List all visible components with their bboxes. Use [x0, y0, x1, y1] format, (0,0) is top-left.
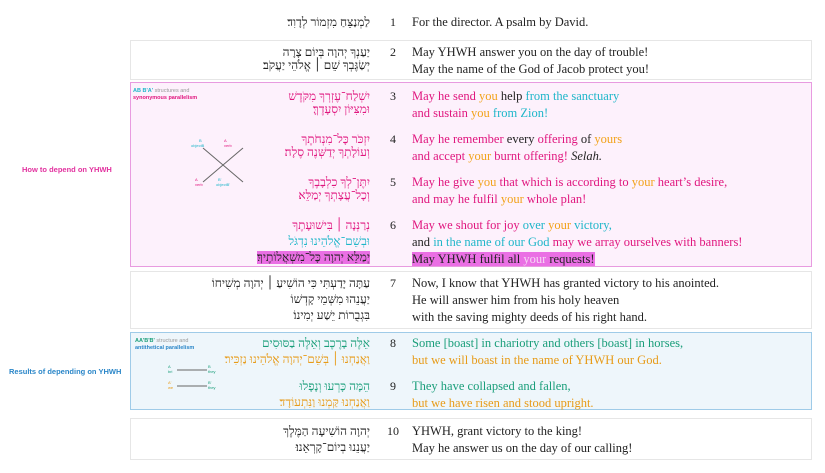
- english-text: May he remember every offering of yours and accept your burnt offering! Selah.: [412, 132, 623, 163]
- verse-number: 10: [387, 424, 399, 438]
- verse-number: 5: [390, 175, 396, 189]
- diagram2-title-b: structure and: [156, 338, 189, 344]
- hebrew-text: יַעַנְךָ יְהוָה בְּיוֹם צָרָה יְשַׂגֶּבְךָ שֵׁם ׀ אֱלֹהֵי יַעֲקֹב׃: [262, 45, 370, 72]
- diagram2-label-4: A': [168, 380, 172, 385]
- english-text: May we shout for joy over your victory, and in the name of our God may we array ourselves with banners! May YHWH fulfil all your requests!: [412, 218, 743, 266]
- hebrew-text: לַמְנַצֵּחַ מִזְמוֹר לְדָוִד׃: [287, 15, 370, 29]
- side-label-results: Results of depending on YHWH: [9, 367, 122, 376]
- verse-number: 2: [390, 45, 396, 59]
- verse-number: 3: [390, 89, 396, 103]
- diagram2-title-c: antithetical parallelism: [135, 345, 195, 351]
- diagram1-label-0: B: [199, 138, 202, 143]
- hebrew-text: נְרַנְּנָה ׀ בִּישׁוּעָתֶךָ וּבְשֵׁם־אֱלֹהֵינוּ נִדְגֹּל יְמַלֵּא יְהוָה כָּל־מִשְׁאֲלוֹתֶיךָ׃: [256, 218, 370, 264]
- hebrew-text: יְהוָה הוֹשִׁיעָה הַמֶּלֶךְ יַעֲנֵנוּ בְיוֹם־קָרְאֵנוּ׃: [283, 424, 370, 454]
- english-text: Now, I know that YHWH has granted victory to his anointed. He will answer him from his holy heaven with the saving mighty deeds of his right hand.: [412, 276, 719, 324]
- english-text: May he send you help from the sanctuary and sustain you from Zion!: [412, 89, 620, 120]
- diagram1-label-3: verb: [224, 143, 232, 148]
- diagram1-label-2: A: [224, 138, 227, 143]
- diagram2-label-2: B: [208, 364, 211, 369]
- hebrew-text: יִזְכֹּר כָּל־מִנְחֹתֶךָ וְעוֹלָתְךָ יְדַשְּׁנֶה סֶלָה׃: [284, 132, 370, 159]
- english-text: They have collapsed and fallen, but we have risen and stood upright.: [412, 379, 594, 410]
- diagram1-label-7: objectB': [216, 182, 231, 187]
- diagram2-label-3: they: [208, 369, 216, 374]
- verse-number: 4: [390, 132, 396, 146]
- verse-number: 7: [390, 276, 396, 290]
- diagram2-label-0: A: [168, 364, 171, 369]
- diagram2-label-7: they: [208, 385, 216, 390]
- english-text: Some [boast] in chariotry and others [boast] in horses, but we will boast in the name of YHWH our God.: [412, 336, 684, 367]
- hebrew-text: הֵמָּה כָּרְעוּ וְנָפָלוּ וַאֲנַחְנוּ קַּמְנוּ וַנִּתְעוֹדָד׃: [279, 379, 370, 409]
- diagram1-title-b: structures and: [154, 88, 190, 94]
- verse-number: 1: [390, 15, 396, 29]
- diagram1-label-1: objectB: [191, 143, 205, 148]
- english-text: May he give you that which is according to your heart’s desire, and may he fulfil your whole plan!: [412, 175, 728, 206]
- hebrew-text: אֵלֶּה בָרֶכֶב וְאֵלֶּה בַסּוּסִים וַאֲנַחְנוּ ׀ בְּשֵׁם־יְהוָה אֱלֹהֵינוּ נַזְכִּיר׃: [224, 336, 370, 366]
- verse-number: 6: [390, 218, 396, 232]
- diagram2-label-6: B': [208, 380, 212, 385]
- diagram1-label-5: verb: [195, 182, 203, 187]
- diagram2-label-1: bri: [168, 369, 173, 374]
- hebrew-text: עַתָּה יָדַעְתִּי כִּי הוֹשִׁיעַ ׀ יְהוָה מְשִׁיחוֹ יַעֲנֵהוּ מִשְּׁמֵי קָדְשׁוֹ בִּגְבֻרוֹת יֵשַׁע יְמִינוֹ׃: [211, 276, 370, 322]
- hebrew-text: יִשְׁלַח־עֶזְרְךָ מִקֹּדֶשׁ וּמִצִּיּוֹן יִסְעָדֶךָּ׃: [288, 89, 370, 116]
- hebrew-text: יִתֶּן־לְךָ כִלְבָבֶךָ וְכָל־עֲצָתְךָ יְמַלֵּא׃: [298, 175, 370, 202]
- english-text: YHWH, grant victory to the king! May he answer us on the day of our calling!: [412, 424, 633, 455]
- english-text: May YHWH answer you on the day of trouble! May the name of the God of Jacob protect you!: [412, 45, 650, 76]
- verse-number: 8: [390, 336, 396, 350]
- side-label-depend: How to depend on YHWH: [22, 165, 112, 174]
- diagram1-label-4: A: [195, 177, 198, 182]
- verse-number: 9: [390, 379, 396, 393]
- diagram1-title-c: synonymous parallelism: [133, 95, 198, 101]
- diagram2-label-5: we: [168, 385, 174, 390]
- english-text: For the director. A psalm by David.: [412, 15, 589, 29]
- diagram1-title-a: AB B'A': [133, 88, 155, 94]
- diagram2-title-a: AA'B'B': [135, 338, 157, 344]
- diagram1-label-6: B': [218, 177, 222, 182]
